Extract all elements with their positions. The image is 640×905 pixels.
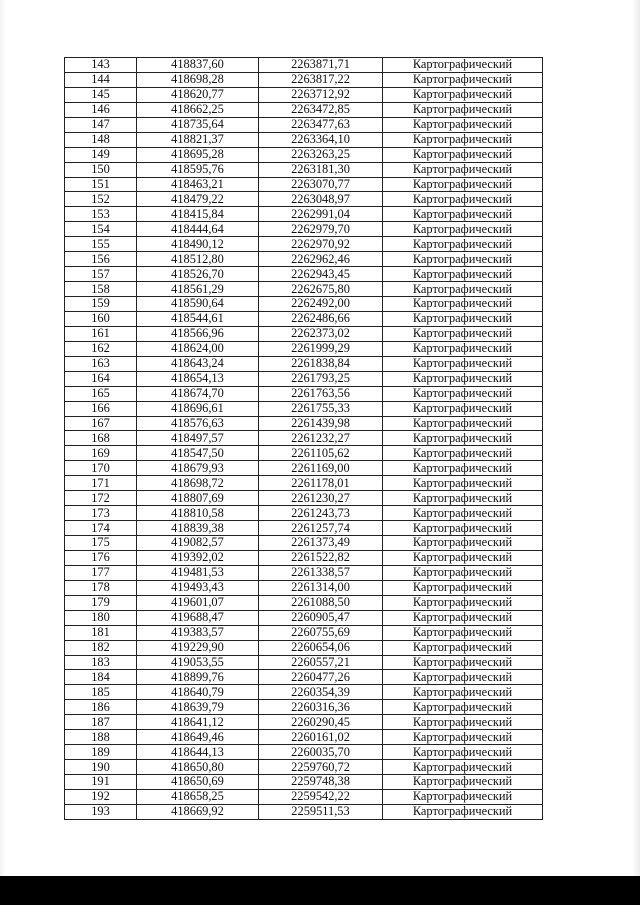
point-number-cell: 157 — [65, 267, 137, 282]
point-number-cell: 149 — [65, 147, 137, 162]
y-coordinate-cell: 2263263,25 — [259, 147, 383, 162]
table-row — [65, 326, 543, 341]
method-cell: Картографический — [383, 715, 543, 730]
y-coordinate-cell: 2263364,10 — [259, 132, 383, 147]
point-number-cell: 162 — [65, 341, 137, 356]
method-cell: Картографический — [383, 789, 543, 804]
table-row — [65, 386, 543, 401]
table-row — [65, 506, 543, 521]
y-coordinate-cell: 2261338,57 — [259, 565, 383, 580]
table-row — [65, 491, 543, 506]
y-coordinate-cell: 2261230,27 — [259, 491, 383, 506]
y-coordinate-cell: 2260354,39 — [259, 685, 383, 700]
x-coordinate-cell: 419688,47 — [137, 610, 259, 625]
x-coordinate-cell: 418526,70 — [137, 267, 259, 282]
table-row — [65, 58, 543, 73]
table-row — [65, 416, 543, 431]
x-coordinate-cell: 418669,92 — [137, 804, 259, 819]
table-row — [65, 237, 543, 252]
y-coordinate-cell: 2260654,06 — [259, 640, 383, 655]
x-coordinate-cell: 418650,69 — [137, 775, 259, 790]
y-coordinate-cell: 2261755,33 — [259, 401, 383, 416]
point-number-cell: 146 — [65, 102, 137, 117]
method-cell: Картографический — [383, 311, 543, 326]
point-number-cell: 150 — [65, 162, 137, 177]
point-number-cell: 170 — [65, 461, 137, 476]
y-coordinate-cell: 2261243,73 — [259, 506, 383, 521]
y-coordinate-cell: 2262492,00 — [259, 297, 383, 312]
x-coordinate-cell: 418654,13 — [137, 371, 259, 386]
table-row — [65, 311, 543, 326]
x-coordinate-cell: 418644,13 — [137, 745, 259, 760]
method-cell: Картографический — [383, 416, 543, 431]
table-row — [65, 804, 543, 819]
point-number-cell: 153 — [65, 207, 137, 222]
method-cell: Картографический — [383, 162, 543, 177]
x-coordinate-cell: 418490,12 — [137, 237, 259, 252]
table-row — [65, 446, 543, 461]
method-cell: Картографический — [383, 580, 543, 595]
table-row — [65, 87, 543, 102]
x-coordinate-cell: 418735,64 — [137, 117, 259, 132]
table-row — [65, 431, 543, 446]
x-coordinate-cell: 418547,50 — [137, 446, 259, 461]
x-coordinate-cell: 418590,64 — [137, 297, 259, 312]
point-number-cell: 184 — [65, 670, 137, 685]
method-cell: Картографический — [383, 147, 543, 162]
table-row — [65, 252, 543, 267]
method-cell: Картографический — [383, 237, 543, 252]
y-coordinate-cell: 2261763,56 — [259, 386, 383, 401]
table-row — [65, 207, 543, 222]
y-coordinate-cell: 2262373,02 — [259, 326, 383, 341]
method-cell: Картографический — [383, 207, 543, 222]
table-row — [65, 685, 543, 700]
y-coordinate-cell: 2263472,85 — [259, 102, 383, 117]
method-cell: Картографический — [383, 446, 543, 461]
table-row — [65, 341, 543, 356]
point-number-cell: 143 — [65, 58, 137, 73]
x-coordinate-cell: 418658,25 — [137, 789, 259, 804]
y-coordinate-cell: 2262675,80 — [259, 282, 383, 297]
y-coordinate-cell: 2261257,74 — [259, 521, 383, 536]
x-coordinate-cell: 418649,46 — [137, 730, 259, 745]
y-coordinate-cell: 2259760,72 — [259, 760, 383, 775]
point-number-cell: 165 — [65, 386, 137, 401]
point-number-cell: 166 — [65, 401, 137, 416]
point-number-cell: 171 — [65, 476, 137, 491]
method-cell: Картографический — [383, 431, 543, 446]
x-coordinate-cell: 419053,55 — [137, 655, 259, 670]
point-number-cell: 173 — [65, 506, 137, 521]
y-coordinate-cell: 2261522,82 — [259, 550, 383, 565]
table-row — [65, 670, 543, 685]
point-number-cell: 186 — [65, 700, 137, 715]
point-number-cell: 168 — [65, 431, 137, 446]
x-coordinate-cell: 419383,57 — [137, 625, 259, 640]
point-number-cell: 175 — [65, 536, 137, 551]
x-coordinate-cell: 418899,76 — [137, 670, 259, 685]
y-coordinate-cell: 2263181,30 — [259, 162, 383, 177]
table-row — [65, 565, 543, 580]
y-coordinate-cell: 2260161,02 — [259, 730, 383, 745]
point-number-cell: 191 — [65, 775, 137, 790]
table-row — [65, 102, 543, 117]
x-coordinate-cell: 419481,53 — [137, 565, 259, 580]
method-cell: Картографический — [383, 506, 543, 521]
scan-bottom-edge — [0, 876, 640, 905]
method-cell: Картографический — [383, 192, 543, 207]
point-number-cell: 188 — [65, 730, 137, 745]
point-number-cell: 147 — [65, 117, 137, 132]
y-coordinate-cell: 2261439,98 — [259, 416, 383, 431]
table-row — [65, 610, 543, 625]
point-number-cell: 179 — [65, 595, 137, 610]
method-cell: Картографический — [383, 297, 543, 312]
point-number-cell: 145 — [65, 87, 137, 102]
point-number-cell: 190 — [65, 760, 137, 775]
table-row — [65, 625, 543, 640]
point-number-cell: 148 — [65, 132, 137, 147]
x-coordinate-cell: 418641,12 — [137, 715, 259, 730]
method-cell: Картографический — [383, 745, 543, 760]
table-row — [65, 192, 543, 207]
table-row — [65, 536, 543, 551]
method-cell: Картографический — [383, 595, 543, 610]
method-cell: Картографический — [383, 222, 543, 237]
point-number-cell: 151 — [65, 177, 137, 192]
table-row — [65, 715, 543, 730]
method-cell: Картографический — [383, 491, 543, 506]
method-cell: Картографический — [383, 730, 543, 745]
x-coordinate-cell: 418662,25 — [137, 102, 259, 117]
method-cell: Картографический — [383, 102, 543, 117]
method-cell: Картографический — [383, 565, 543, 580]
y-coordinate-cell: 2261793,25 — [259, 371, 383, 386]
table-row — [65, 580, 543, 595]
method-cell: Картографический — [383, 610, 543, 625]
table-row — [65, 640, 543, 655]
method-cell: Картографический — [383, 87, 543, 102]
point-number-cell: 177 — [65, 565, 137, 580]
x-coordinate-cell: 418463,21 — [137, 177, 259, 192]
x-coordinate-cell: 418674,70 — [137, 386, 259, 401]
method-cell: Картографический — [383, 521, 543, 536]
table-row — [65, 297, 543, 312]
point-number-cell: 185 — [65, 685, 137, 700]
y-coordinate-cell: 2262486,66 — [259, 311, 383, 326]
y-coordinate-cell: 2261088,50 — [259, 595, 383, 610]
x-coordinate-cell: 418561,29 — [137, 282, 259, 297]
table-row — [65, 550, 543, 565]
x-coordinate-cell: 418821,37 — [137, 132, 259, 147]
y-coordinate-cell: 2262991,04 — [259, 207, 383, 222]
y-coordinate-cell: 2263712,92 — [259, 87, 383, 102]
point-number-cell: 187 — [65, 715, 137, 730]
x-coordinate-cell: 419493,43 — [137, 580, 259, 595]
table-row — [65, 177, 543, 192]
x-coordinate-cell: 418544,61 — [137, 311, 259, 326]
table-row — [65, 745, 543, 760]
x-coordinate-cell: 419601,07 — [137, 595, 259, 610]
y-coordinate-cell: 2262943,45 — [259, 267, 383, 282]
point-number-cell: 155 — [65, 237, 137, 252]
y-coordinate-cell: 2262970,92 — [259, 237, 383, 252]
x-coordinate-cell: 418479,22 — [137, 192, 259, 207]
x-coordinate-cell: 419392,02 — [137, 550, 259, 565]
point-number-cell: 182 — [65, 640, 137, 655]
table-row — [65, 401, 543, 416]
point-number-cell: 156 — [65, 252, 137, 267]
table-row — [65, 162, 543, 177]
point-number-cell: 189 — [65, 745, 137, 760]
method-cell: Картографический — [383, 685, 543, 700]
y-coordinate-cell: 2260477,26 — [259, 670, 383, 685]
method-cell: Картографический — [383, 371, 543, 386]
method-cell: Картографический — [383, 670, 543, 685]
method-cell: Картографический — [383, 252, 543, 267]
x-coordinate-cell: 418807,69 — [137, 491, 259, 506]
y-coordinate-cell: 2259511,53 — [259, 804, 383, 819]
x-coordinate-cell: 418698,28 — [137, 72, 259, 87]
y-coordinate-cell: 2263871,71 — [259, 58, 383, 73]
y-coordinate-cell: 2263048,97 — [259, 192, 383, 207]
y-coordinate-cell: 2260316,36 — [259, 700, 383, 715]
y-coordinate-cell: 2262962,46 — [259, 252, 383, 267]
table-row — [65, 655, 543, 670]
x-coordinate-cell: 419082,57 — [137, 536, 259, 551]
method-cell: Картографический — [383, 282, 543, 297]
x-coordinate-cell: 418576,63 — [137, 416, 259, 431]
method-cell: Картографический — [383, 267, 543, 282]
method-cell: Картографический — [383, 550, 543, 565]
x-coordinate-cell: 418679,93 — [137, 461, 259, 476]
x-coordinate-cell: 418624,00 — [137, 341, 259, 356]
method-cell: Картографический — [383, 356, 543, 371]
x-coordinate-cell: 418497,57 — [137, 431, 259, 446]
point-number-cell: 163 — [65, 356, 137, 371]
x-coordinate-cell: 418595,76 — [137, 162, 259, 177]
table-row — [65, 147, 543, 162]
table-row — [65, 371, 543, 386]
y-coordinate-cell: 2263817,22 — [259, 72, 383, 87]
coordinates-table-body — [65, 58, 543, 820]
method-cell: Картографический — [383, 401, 543, 416]
method-cell: Картографический — [383, 326, 543, 341]
method-cell: Картографический — [383, 461, 543, 476]
table-row — [65, 760, 543, 775]
table-row — [65, 476, 543, 491]
x-coordinate-cell: 418640,79 — [137, 685, 259, 700]
x-coordinate-cell: 418643,24 — [137, 356, 259, 371]
method-cell: Картографический — [383, 760, 543, 775]
table-row — [65, 117, 543, 132]
y-coordinate-cell: 2262979,70 — [259, 222, 383, 237]
method-cell: Картографический — [383, 132, 543, 147]
x-coordinate-cell: 418839,38 — [137, 521, 259, 536]
method-cell: Картографический — [383, 625, 543, 640]
point-number-cell: 161 — [65, 326, 137, 341]
x-coordinate-cell: 418698,72 — [137, 476, 259, 491]
y-coordinate-cell: 2263477,63 — [259, 117, 383, 132]
table-row — [65, 222, 543, 237]
method-cell: Картографический — [383, 775, 543, 790]
method-cell: Картографический — [383, 640, 543, 655]
point-number-cell: 158 — [65, 282, 137, 297]
point-number-cell: 192 — [65, 789, 137, 804]
method-cell: Картографический — [383, 341, 543, 356]
point-number-cell: 167 — [65, 416, 137, 431]
y-coordinate-cell: 2261178,01 — [259, 476, 383, 491]
method-cell: Картографический — [383, 72, 543, 87]
y-coordinate-cell: 2260290,45 — [259, 715, 383, 730]
point-number-cell: 176 — [65, 550, 137, 565]
x-coordinate-cell: 418566,96 — [137, 326, 259, 341]
method-cell: Картографический — [383, 700, 543, 715]
table-row — [65, 595, 543, 610]
x-coordinate-cell: 418810,58 — [137, 506, 259, 521]
point-number-cell: 152 — [65, 192, 137, 207]
table-row — [65, 700, 543, 715]
y-coordinate-cell: 2261232,27 — [259, 431, 383, 446]
point-number-cell: 169 — [65, 446, 137, 461]
x-coordinate-cell: 418837,60 — [137, 58, 259, 73]
y-coordinate-cell: 2261373,49 — [259, 536, 383, 551]
table-row — [65, 461, 543, 476]
method-cell: Картографический — [383, 117, 543, 132]
y-coordinate-cell: 2261169,00 — [259, 461, 383, 476]
table-row — [65, 356, 543, 371]
y-coordinate-cell: 2260035,70 — [259, 745, 383, 760]
point-number-cell: 178 — [65, 580, 137, 595]
x-coordinate-cell: 418444,64 — [137, 222, 259, 237]
y-coordinate-cell: 2263070,77 — [259, 177, 383, 192]
table-row — [65, 132, 543, 147]
method-cell: Картографический — [383, 177, 543, 192]
y-coordinate-cell: 2261314,00 — [259, 580, 383, 595]
x-coordinate-cell: 418620,77 — [137, 87, 259, 102]
y-coordinate-cell: 2261838,84 — [259, 356, 383, 371]
table-row — [65, 521, 543, 536]
table-row — [65, 267, 543, 282]
table-row — [65, 72, 543, 87]
x-coordinate-cell: 418512,80 — [137, 252, 259, 267]
x-coordinate-cell: 418696,61 — [137, 401, 259, 416]
point-number-cell: 181 — [65, 625, 137, 640]
method-cell: Картографический — [383, 476, 543, 491]
point-number-cell: 183 — [65, 655, 137, 670]
point-number-cell: 193 — [65, 804, 137, 819]
y-coordinate-cell: 2259542,22 — [259, 789, 383, 804]
table-row — [65, 282, 543, 297]
method-cell: Картографический — [383, 804, 543, 819]
x-coordinate-cell: 418639,79 — [137, 700, 259, 715]
method-cell: Картографический — [383, 386, 543, 401]
point-number-cell: 172 — [65, 491, 137, 506]
coordinates-table — [64, 57, 543, 820]
y-coordinate-cell: 2260755,69 — [259, 625, 383, 640]
method-cell: Картографический — [383, 58, 543, 73]
y-coordinate-cell: 2261105,62 — [259, 446, 383, 461]
point-number-cell: 160 — [65, 311, 137, 326]
y-coordinate-cell: 2259748,38 — [259, 775, 383, 790]
y-coordinate-cell: 2261999,29 — [259, 341, 383, 356]
point-number-cell: 159 — [65, 297, 137, 312]
point-number-cell: 144 — [65, 72, 137, 87]
x-coordinate-cell: 418415,84 — [137, 207, 259, 222]
x-coordinate-cell: 419229,90 — [137, 640, 259, 655]
point-number-cell: 164 — [65, 371, 137, 386]
x-coordinate-cell: 418650,80 — [137, 760, 259, 775]
x-coordinate-cell: 418695,28 — [137, 147, 259, 162]
point-number-cell: 174 — [65, 521, 137, 536]
table-row — [65, 730, 543, 745]
point-number-cell: 154 — [65, 222, 137, 237]
method-cell: Картографический — [383, 655, 543, 670]
table-row — [65, 789, 543, 804]
y-coordinate-cell: 2260557,21 — [259, 655, 383, 670]
method-cell: Картографический — [383, 536, 543, 551]
y-coordinate-cell: 2260905,47 — [259, 610, 383, 625]
point-number-cell: 180 — [65, 610, 137, 625]
table-row — [65, 775, 543, 790]
